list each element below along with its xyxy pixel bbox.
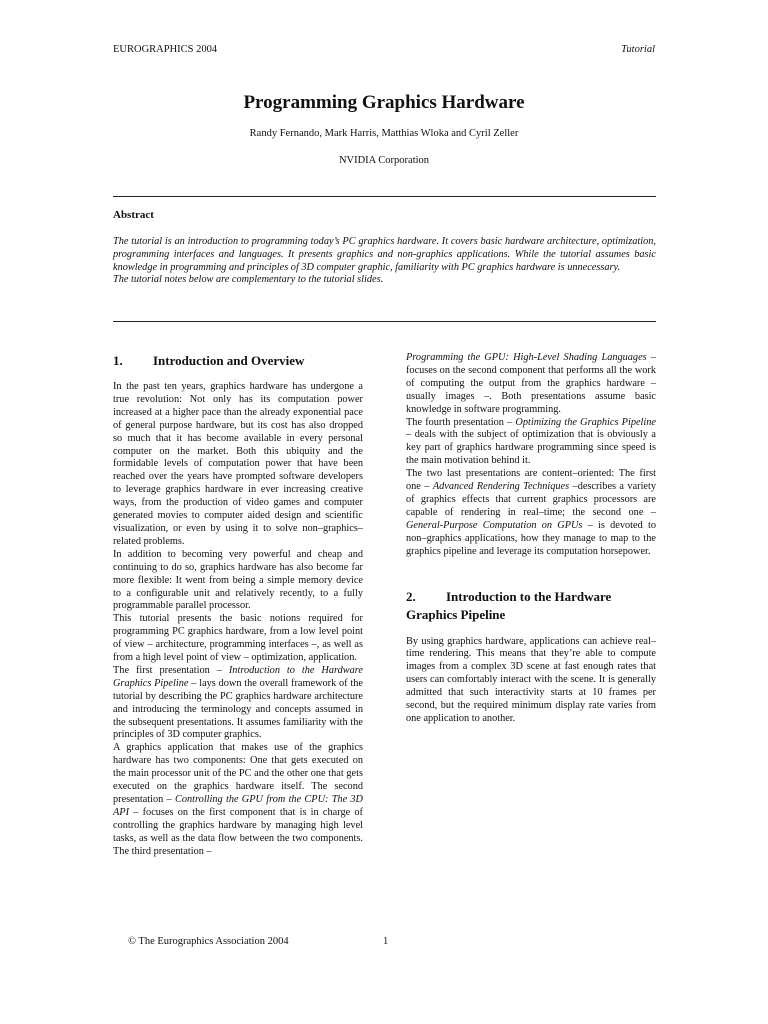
section-2-heading [406,588,656,624]
presentation-title: Controlling the GPU from the CPU: The 3D API [113,794,363,818]
section-1-heading [113,352,363,370]
abstract-top-rule [113,196,656,197]
paper-title: Programming Graphics Hardware [243,92,525,113]
presentation-title: Optimizing the Graphics Pipeline [515,416,656,428]
section-1-number: 1. [113,353,123,368]
text-run: – focuses on the first component that is in charge of controlling the graphics hardware by managing high level tasks, as well as the data flow between the two components. The third presentation – [113,806,363,857]
abstract-note: The tutorial notes below are complementary to the tutorial slides. [113,274,384,286]
text-run: A graphics application that makes use of the graphics hardware has two components: One that gets executed on the main processor unit of the PC and the other one that gets executed on the graphics hardware itself. The second presentation – [113,742,363,805]
right-column [406,352,656,726]
page-number: 1 [383,936,389,947]
text-run: – deals with the subject of optimization that is obviously a key part of graphics hardware programming since speed is the main motivation behind it. [406,429,656,467]
section-1-paragraph-5 [113,742,363,858]
abstract-paragraph: The tutorial is an introduction to programming today’s PC graphics hardware. It covers basic hardware architecture, optimization, programming interfaces and languages. It presents graphics and non-graphics applications. While the tutorial assumes basic knowledge in programming and principles of 3D computer graphic, familiarity with PC graphics hardware is unnecessary. [113,236,656,273]
presentation-title: General-Purpose Computation on GPUs [406,519,583,531]
text-run: The two last presentations are content–oriented: The first one – [406,468,656,493]
left-column [113,352,363,859]
paper-authors: Randy Fernando, Mark Harris, Matthias Wloka and Cyril Zeller [249,128,519,139]
section-1-paragraph-4 [113,665,363,742]
abstract-heading: Abstract [113,209,154,221]
section-2 [406,588,656,726]
running-header [113,44,655,55]
text-run: – focuses on the second component that performs all the work of computing the output from the graphics hardware – usually images –. Both presentations assume basic knowledge in software programming. [406,352,656,415]
section-2-title: Introduction to the Hardware Graphics Pipeline [406,588,612,622]
presentation-title: Introduction to the Hardware Graphics Pipeline [113,664,363,689]
text-run: The fourth presentation – [406,416,516,428]
copyright-footer: © The Eurographics Association 2004 [128,936,289,947]
abstract-body [113,236,656,287]
text-run: The first presentation – [113,664,229,676]
section-2-paragraph-1: By using graphics hardware, applications can achieve real–time rendering. This means that they’re able to compute images from a complex 3D scene at fast enough rates that users can comfortably interact with the scene. It is generally admitted that such interactivity starts at 10 frames per second, but the required minimum display rate varies from one application to another. [406,635,656,724]
section-1-paragraph-1: In the past ten years, graphics hardware has undergone a true revolution: Not only has its computation power increased at a higher pace than the already exponential pace of general purpose hardware, but its cost has also dropped so much that it has become available in every personal computer on the market. Both this ubiquity and the formidable levels of computation power that have been reached over the years have prompted software developers to leverage graphics hardware in ever increasing creative ways, from the production of video games and computer generated movies to computer aided design and scientific visualization, or even by using it to solve non–graphics–related problems. [113,381,363,547]
track-label: Tutorial [621,44,655,55]
text-run: –describes a variety of graphics effects that current graphics processors are capable of rendering in real–time; the second one – [406,481,657,518]
section-1-title: Introduction and Overview [153,353,305,368]
text-run: – is devoted to non–graphics applications, how they manage to map to the graphics pipeline and leverage its computation horsepower. [406,519,656,557]
presentation-title: Programming the GPU: High-Level Shading Languages [406,352,647,363]
conference-label: EUROGRAPHICS 2004 [113,44,218,55]
section-1-paragraph-3: This tutorial presents the basic notions required for programming PC graphics hardware, from a low level point of view – architecture, programming interfaces –, as well as from a high level point of view – optimization, application. [113,613,363,664]
section-1-paragraph-2: In addition to becoming very powerful and cheap and continuing to do so, graphics hardware has also become far more flexible: It went from being a simple memory device to a configurable unit and relatively recently, to a fully programmable parallel processor. [113,548,363,612]
section-1-paragraph-6 [406,417,656,469]
section-1-paragraph-7 [406,468,656,558]
abstract-bottom-rule [113,321,656,322]
paper-affiliation: NVIDIA Corporation [338,155,430,166]
section-2-number: 2. [406,588,416,604]
presentation-title: Advanced Rendering Techniques [432,481,570,493]
text-run: – lays down the overall framework of the tutorial by describing the PC graphics hardware architecture and introducing the terminology and concepts assumed in the subsequent presentations. It assumes familiarity with the principles of 3D computer graphics. [113,677,363,741]
section-1-paragraph-5-cont [406,352,656,417]
